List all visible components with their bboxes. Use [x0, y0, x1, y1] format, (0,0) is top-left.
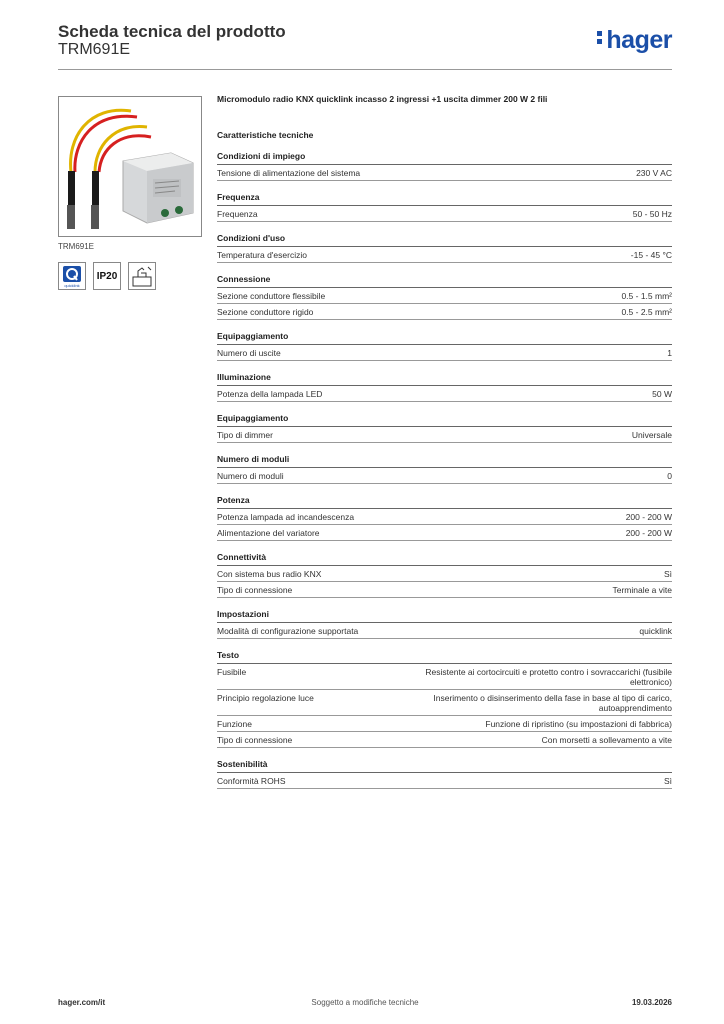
spec-group-title: Illuminazione — [217, 372, 672, 386]
spec-value: Universale — [631, 430, 672, 440]
spec-group — [217, 759, 672, 789]
spec-label: Tipo di dimmer — [217, 430, 273, 440]
spec-group-title: Sostenibilità — [217, 759, 672, 773]
installation-badge — [128, 262, 156, 290]
spec-label: Tensione di alimentazione del sistema — [217, 168, 361, 178]
spec-label: Principio regolazione luce — [217, 693, 314, 703]
spec-value: 0.5 - 1.5 mm² — [621, 291, 672, 301]
spec-row — [217, 664, 672, 690]
spec-value: 0 — [667, 471, 672, 481]
quicklink-icon — [59, 263, 85, 289]
spec-group-title: Condizioni di impiego — [217, 151, 672, 165]
spec-group — [217, 609, 672, 639]
spec-group-title: Connettività — [217, 552, 672, 566]
spec-group-title: Condizioni d'uso — [217, 233, 672, 247]
spec-group-title: Testo — [217, 650, 672, 664]
footer-date: 19.03.2026 — [631, 998, 672, 1007]
spec-label: Modalità di configurazione supportata — [217, 626, 359, 636]
spec-row — [217, 247, 672, 263]
spec-label: Alimentazione del variatore — [217, 528, 320, 538]
footer-website: hager.com/it — [58, 998, 106, 1007]
spec-group — [217, 331, 672, 361]
spec-value: 200 - 200 W — [625, 512, 672, 522]
spec-value: Sì — [663, 569, 672, 579]
spec-label: Funzione — [217, 719, 252, 729]
hager-logo — [597, 26, 672, 55]
spec-row — [217, 206, 672, 222]
spec-group-title: Numero di moduli — [217, 454, 672, 468]
spec-value: -15 - 45 °C — [630, 250, 672, 260]
micromodule-illustration — [59, 97, 202, 237]
spec-group — [217, 274, 672, 320]
spec-group — [217, 372, 672, 402]
spec-row — [217, 525, 672, 541]
spec-label: Potenza lampada ad incandescenza — [217, 512, 355, 522]
spec-value: 0.5 - 2.5 mm² — [621, 307, 672, 317]
spec-row — [217, 304, 672, 320]
logo-text: hager — [606, 26, 672, 54]
spec-group — [217, 650, 672, 748]
spec-group-title: Impostazioni — [217, 609, 672, 623]
footer-note: Soggetto a modifiche tecniche — [311, 998, 419, 1007]
spec-label: Frequenza — [217, 209, 258, 219]
spec-group-title: Potenza — [217, 495, 672, 509]
spec-label: Fusibile — [217, 667, 247, 677]
spec-row — [217, 165, 672, 181]
spec-groups — [217, 151, 672, 789]
spec-row — [217, 345, 672, 361]
spec-group-title: Equipaggiamento — [217, 331, 672, 345]
section-heading: Caratteristiche tecniche — [217, 130, 314, 140]
spec-group-title: Connessione — [217, 274, 672, 288]
spec-group-title: Equipaggiamento — [217, 413, 672, 427]
spec-content — [217, 94, 672, 789]
badge-row — [58, 262, 156, 290]
page-header — [58, 20, 672, 70]
spec-group — [217, 413, 672, 443]
product-name: Micromodulo radio KNX quicklink incasso 2 ingressi +1 uscita dimmer 200 W 2 fili — [217, 94, 548, 104]
spec-group — [217, 151, 672, 181]
spec-value: 1 — [667, 348, 672, 358]
spec-value: Funzione di ripristino (su impostazioni di fabbrica) — [485, 719, 672, 729]
spec-label: Numero di uscite — [217, 348, 281, 358]
spec-group-title: Frequenza — [217, 192, 672, 206]
spec-row — [217, 716, 672, 732]
spec-label: Tipo di connessione — [217, 735, 293, 745]
spec-row — [217, 386, 672, 402]
product-code: TRM691E — [58, 41, 131, 58]
spec-group — [217, 192, 672, 222]
spec-label: Sezione conduttore rigido — [217, 307, 314, 317]
spec-row — [217, 690, 672, 716]
spec-value: 200 - 200 W — [625, 528, 672, 538]
quicklink-badge — [58, 262, 86, 290]
product-image — [58, 96, 202, 237]
quicklink-label: quicklink — [64, 283, 80, 288]
spec-row — [217, 732, 672, 748]
spec-row — [217, 566, 672, 582]
spec-label: Tipo di connessione — [217, 585, 293, 595]
spec-row — [217, 623, 672, 639]
spec-label: Conformità ROHS — [217, 776, 286, 786]
hand-install-icon — [129, 263, 155, 289]
spec-group — [217, 552, 672, 598]
spec-value: 50 W — [652, 389, 672, 399]
spec-row — [217, 509, 672, 525]
spec-value: Terminale a vite — [612, 585, 672, 595]
spec-label: Numero di moduli — [217, 471, 284, 481]
logo-colon-icon — [597, 28, 604, 47]
spec-group — [217, 454, 672, 484]
page-title: Scheda tecnica del prodotto — [58, 22, 286, 41]
ip20-badge: IP20 — [93, 262, 121, 290]
spec-label: Temperatura d'esercizio — [217, 250, 307, 260]
spec-row — [217, 288, 672, 304]
spec-label: Sezione conduttore flessibile — [217, 291, 326, 301]
spec-value: Sì — [663, 776, 672, 786]
spec-row — [217, 773, 672, 789]
spec-group — [217, 495, 672, 541]
spec-label: Con sistema bus radio KNX — [217, 569, 322, 579]
spec-group — [217, 233, 672, 263]
spec-value: Con morsetti a sollevamento a vite — [541, 735, 672, 745]
spec-value: 230 V AC — [636, 168, 672, 178]
spec-label: Potenza della lampada LED — [217, 389, 323, 399]
spec-value: quicklink — [639, 626, 672, 636]
spec-value: Resistente ai cortocircuiti e protetto contro i sovraccarichi (fusibile elettronico) — [425, 667, 672, 687]
spec-row — [217, 427, 672, 443]
spec-value: Inserimento o disinserimento della fase in base al tipo di carico, autoapprendimento — [433, 693, 672, 713]
spec-row — [217, 582, 672, 598]
spec-value: 50 - 50 Hz — [632, 209, 672, 219]
image-caption: TRM691E — [58, 242, 95, 251]
spec-row — [217, 468, 672, 484]
